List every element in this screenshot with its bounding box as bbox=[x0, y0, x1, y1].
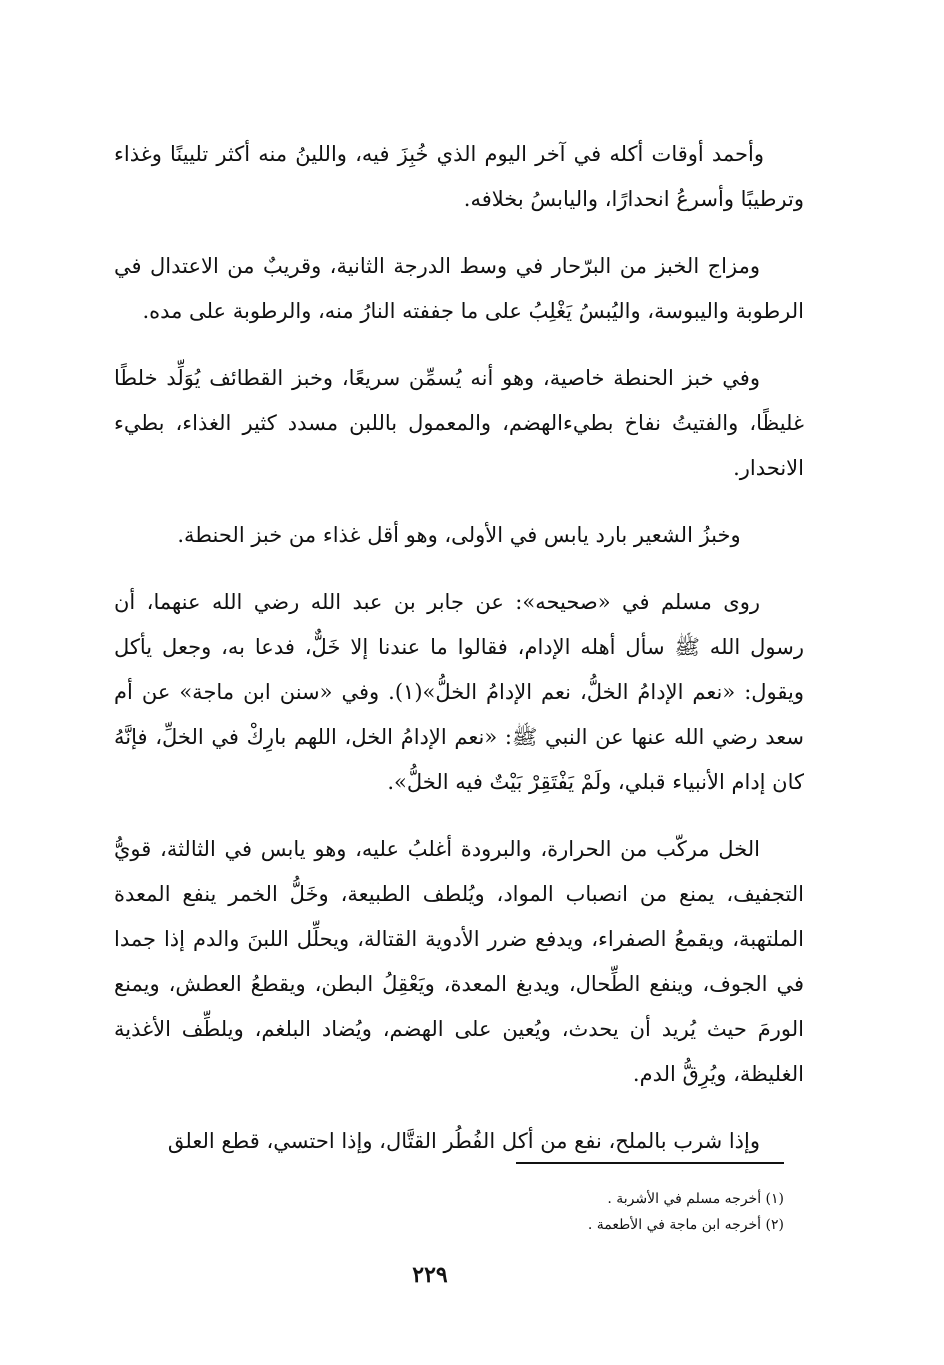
paragraph-bread-timing: وأحمد أوقات أكله في آخر اليوم الذي خُبِزَ فيه، واللينُ منه أكثر تليينًا وغذاء وترطيبًا وأسرعُ انحدارًا، واليابسُ بخلافه. bbox=[114, 142, 804, 211]
footnotes bbox=[284, 1186, 784, 1238]
paragraph-bread-temperament: ومزاج الخبز من البرّحار في وسط الدرجة الثانية، وقريبٌ من الاعتدال في الرطوبة واليبوسة، واليُبسُ يَغْلِبُ على ما جففته النارُ منه، والرطوبة على مده. bbox=[114, 254, 804, 323]
main-text bbox=[114, 132, 804, 1186]
page-number: ٢٢٩ bbox=[412, 1262, 448, 1288]
footnote-2: (٢) أخرجه ابن ماجة في الأطعمة . bbox=[587, 1217, 784, 1233]
paragraph-vinegar-salt: وإذا شرب بالملح، نفع من أكل الفُطُر القتَّال، وإذا احتسي، قطع العلق bbox=[167, 1129, 760, 1153]
paragraph-wheat-bread: وفي خبز الحنطة خاصية، وهو أنه يُسمِّن سريعًا، وخبز القطائف يُوَلِّد خلطًا غليظًا، والفتيتُ نفاخ بطيءالهضم، والمعمول باللبن مسدد كثير الغذاء، بطيء الانحدار. bbox=[114, 366, 804, 480]
footnote-divider bbox=[516, 1162, 784, 1164]
paragraph-vinegar-hadith: روى مسلم في «صحيحه»: عن جابر بن عبد الله رضي الله عنهما، أن رسول الله ﷺ سأل أهله الإدام، فقالوا ما عندنا إلا خَلٌّ، فدعا به، وجعل يأكل ويقول: «نعم الإدامُ الخلُّ، نعم الإدامُ الخلُّ»(١). وفي «سنن ابن ماجة» عن أم سعد رضي الله عنها عن النبي ﷺ: «نعم الإدامُ الخل، اللهم بارِكْ في الخلِّ، فإنَّهُ كان إدام الأنبياء قبلي، ولَمْ يَفْتَقِرْ بَيْتٌ فيه الخلُّ». bbox=[114, 590, 805, 794]
paragraph-barley-bread: وخبزُ الشعير بارد يابس في الأولى، وهو أقل غذاء من خبز الحنطة. bbox=[177, 523, 741, 547]
paragraph-vinegar-properties: الخل مركّب من الحرارة، والبرودة أغلبُ عليه، وهو يابس في الثالثة، قويُّ التجفيف، يمنع من انصباب المواد، ويُلطف الطبيعة، وخَلُّ الخمر ينفع المعدة الملتهبة، ويقمعُ الصفراء، ويدفع ضرر الأدوية القتالة، ويحلِّل اللبنَ والدم إذا جمدا في الجوف، وينفع الطِّحال، ويدبغ المعدة، ويَعْقِلُ البطن، ويقطعُ العطش، ويمنع الورمَ حيث يُريد أن يحدث، ويُعين على الهضم، ويُضاد البلغم، ويلطِّف الأغذية الغليظة، ويُرِقُّ الدم. bbox=[114, 837, 804, 1086]
footnote-1: (١) أخرجه مسلم في الأشربة . bbox=[607, 1191, 784, 1207]
